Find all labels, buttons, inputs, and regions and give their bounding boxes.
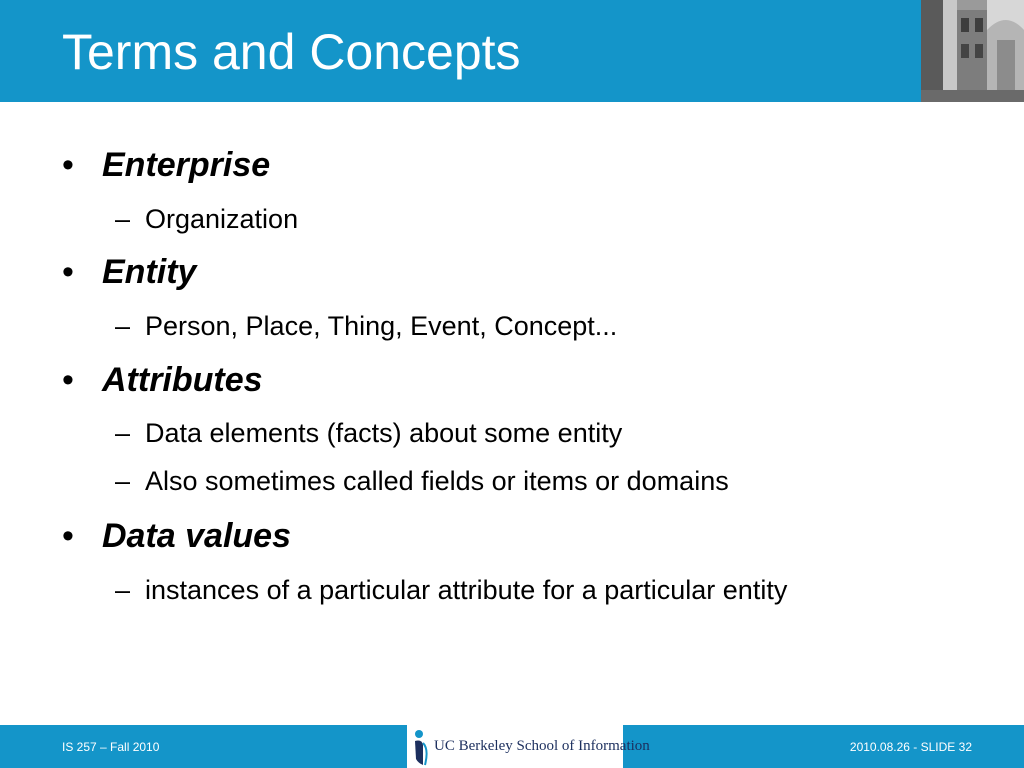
- bullet-marker: •: [62, 253, 74, 291]
- sub-bullet-text: Also sometimes called fields or items or domains: [145, 466, 729, 496]
- bullet-marker: •: [62, 146, 74, 184]
- slide-header: [0, 0, 1024, 102]
- bullet-text: Entity: [102, 253, 197, 291]
- bullet-text: Enterprise: [102, 146, 271, 184]
- slide-number-label: 2010.08.26 - SLIDE 32: [849, 740, 972, 754]
- sub-bullet-marker: –: [115, 466, 131, 496]
- sub-bullet-marker: –: [115, 418, 131, 448]
- slide-footer: [0, 725, 1024, 768]
- sub-bullet-text: instances of a particular attribute for a particular entity: [145, 575, 788, 605]
- sub-bullet-instances: [115, 574, 787, 606]
- header-photo: [921, 0, 1024, 102]
- sub-bullet-text: Organization: [145, 204, 299, 234]
- sub-bullet-text: Person, Place, Thing, Event, Concept...: [145, 311, 618, 341]
- sub-bullet-marker: –: [115, 204, 131, 234]
- sub-bullet-text: Data elements (facts) about some entity: [145, 418, 623, 448]
- building-photo-icon: [921, 0, 1024, 102]
- school-logo: [407, 725, 650, 768]
- bullet-enterprise: [62, 145, 270, 185]
- slide-title: Terms and Concepts: [62, 24, 521, 80]
- bullet-attributes: [62, 360, 263, 400]
- sub-bullet-also-called: [115, 465, 729, 497]
- bullet-text: Attributes: [102, 361, 263, 399]
- bullet-marker: •: [62, 517, 74, 555]
- bullet-data-values: [62, 516, 291, 556]
- sub-bullet-person-place: [115, 310, 617, 342]
- school-logo-icon: [409, 725, 433, 768]
- sub-bullet-marker: –: [115, 575, 131, 605]
- school-logo-text: UC Berkeley School of Information: [434, 738, 650, 754]
- bullet-text: Data values: [102, 517, 291, 555]
- sub-bullet-data-elements: [115, 417, 622, 449]
- bullet-marker: •: [62, 361, 74, 399]
- course-label: IS 257 – Fall 2010: [62, 740, 160, 754]
- sub-bullet-organization: [115, 203, 298, 235]
- bullet-entity: [62, 252, 196, 292]
- sub-bullet-marker: –: [115, 311, 131, 341]
